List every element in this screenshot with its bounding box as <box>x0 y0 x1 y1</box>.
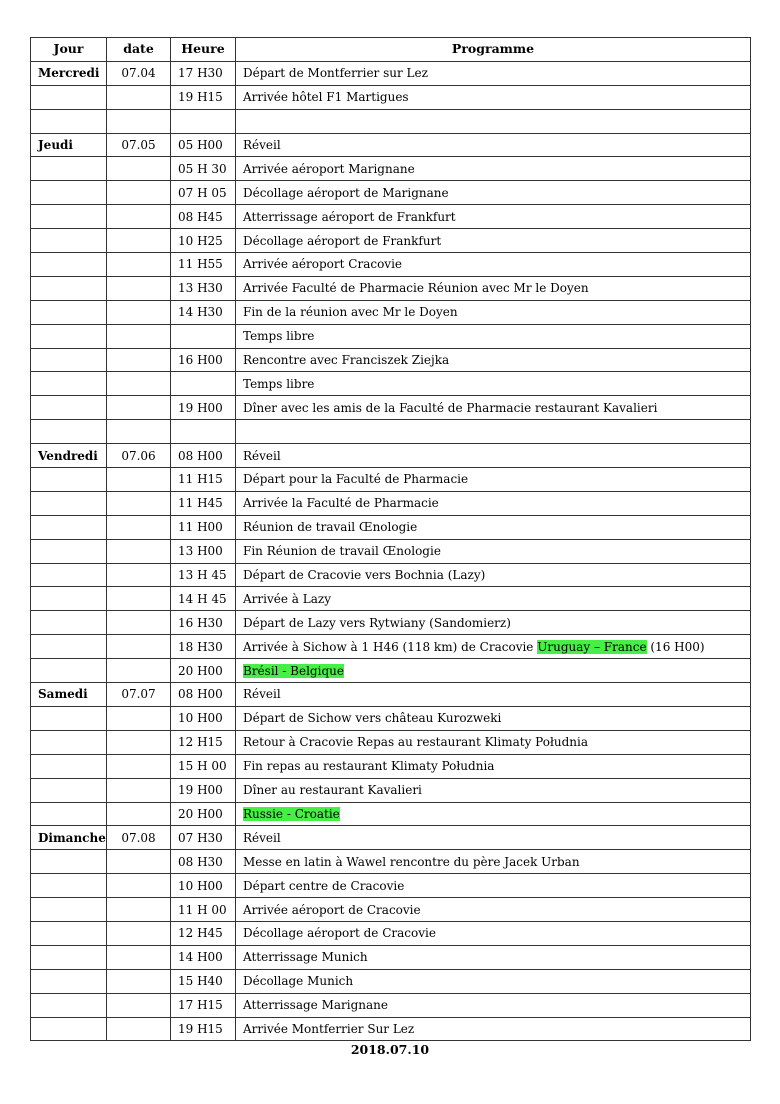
cell-jour <box>31 348 107 372</box>
cell-programme <box>236 969 751 993</box>
programme-text: Arrivée aéroport Marignane <box>243 161 415 176</box>
table-row <box>31 706 751 730</box>
table-row <box>31 850 751 874</box>
table-body <box>31 61 751 1041</box>
programme-text: Dîner avec les amis de la Faculté de Pharmacie restaurant Kavalieri <box>243 400 658 415</box>
cell-programme <box>236 324 751 348</box>
cell-programme <box>236 491 751 515</box>
cell-programme <box>236 372 751 396</box>
cell-heure: 13 H00 <box>171 539 236 563</box>
cell-heure: 08 H00 <box>171 683 236 707</box>
schedule-table <box>30 37 751 1041</box>
cell-heure: 14 H30 <box>171 300 236 324</box>
programme-text: Temps libre <box>243 376 315 391</box>
cell-date <box>107 993 171 1017</box>
cell-jour <box>31 109 107 133</box>
cell-jour <box>31 420 107 444</box>
cell-programme <box>236 993 751 1017</box>
cell-jour <box>31 969 107 993</box>
cell-jour <box>31 491 107 515</box>
cell-date <box>107 420 171 444</box>
cell-date <box>107 300 171 324</box>
cell-heure: 08 H00 <box>171 444 236 468</box>
table-row <box>31 205 751 229</box>
programme-text: Réveil <box>243 687 281 702</box>
cell-jour: Jeudi <box>31 133 107 157</box>
table-row <box>31 491 751 515</box>
cell-heure: 20 H00 <box>171 802 236 826</box>
programme-text: Arrivée hôtel F1 Martigues <box>243 90 409 105</box>
cell-date <box>107 253 171 277</box>
cell-programme <box>236 683 751 707</box>
programme-text: Départ de Cracovie vers Bochnia (Lazy) <box>243 568 486 583</box>
cell-jour <box>31 515 107 539</box>
cell-jour <box>31 921 107 945</box>
cell-heure: 16 H00 <box>171 348 236 372</box>
programme-text: Arrivée aéroport de Cracovie <box>243 902 421 917</box>
cell-jour <box>31 181 107 205</box>
cell-date <box>107 730 171 754</box>
cell-jour <box>31 300 107 324</box>
cell-date <box>107 515 171 539</box>
cell-programme <box>236 444 751 468</box>
table-row <box>31 659 751 683</box>
cell-programme <box>236 229 751 253</box>
cell-heure: 17 H30 <box>171 61 236 85</box>
programme-text: Atterrissage aéroport de Frankfurt <box>243 209 456 224</box>
table-header <box>31 38 751 62</box>
cell-heure: 05 H 30 <box>171 157 236 181</box>
cell-programme <box>236 61 751 85</box>
table-row <box>31 61 751 85</box>
table-row <box>31 539 751 563</box>
cell-date <box>107 945 171 969</box>
table-row <box>31 444 751 468</box>
table-row <box>31 587 751 611</box>
table-row <box>31 635 751 659</box>
cell-heure: 10 H00 <box>171 874 236 898</box>
programme-text: Messe en latin à Wawel rencontre du père Jacek Urban <box>243 854 580 869</box>
programme-text: Dîner au restaurant Kavalieri <box>243 783 422 798</box>
cell-jour <box>31 229 107 253</box>
cell-programme <box>236 157 751 181</box>
cell-programme <box>236 635 751 659</box>
cell-jour <box>31 778 107 802</box>
cell-jour <box>31 253 107 277</box>
cell-date <box>107 348 171 372</box>
table-row <box>31 229 751 253</box>
cell-programme <box>236 921 751 945</box>
cell-date <box>107 898 171 922</box>
cell-programme <box>236 587 751 611</box>
cell-programme <box>236 611 751 635</box>
cell-heure: 19 H15 <box>171 85 236 109</box>
cell-heure: 12 H45 <box>171 921 236 945</box>
table-row <box>31 683 751 707</box>
programme-text: Arrivée Faculté de Pharmacie Réunion avec Mr le Doyen <box>243 281 589 296</box>
cell-jour: Vendredi <box>31 444 107 468</box>
cell-heure: 11 H55 <box>171 253 236 277</box>
cell-date <box>107 611 171 635</box>
header-programme: Programme <box>236 38 751 62</box>
programme-text: Atterrissage Munich <box>243 950 368 965</box>
cell-jour <box>31 850 107 874</box>
cell-date <box>107 635 171 659</box>
cell-date <box>107 802 171 826</box>
cell-programme <box>236 563 751 587</box>
cell-heure: 07 H 05 <box>171 181 236 205</box>
cell-programme <box>236 945 751 969</box>
cell-programme <box>236 898 751 922</box>
cell-jour <box>31 324 107 348</box>
cell-heure: 16 H30 <box>171 611 236 635</box>
highlighted-text: Brésil - Belgique <box>243 663 344 678</box>
cell-jour <box>31 587 107 611</box>
table-row <box>31 969 751 993</box>
table-row <box>31 253 751 277</box>
table-row <box>31 754 751 778</box>
programme-text: (16 H00) <box>646 639 705 654</box>
cell-heure: 15 H40 <box>171 969 236 993</box>
programme-text: Arrivée la Faculté de Pharmacie <box>243 496 439 511</box>
table-row <box>31 348 751 372</box>
cell-programme <box>236 754 751 778</box>
cell-programme <box>236 850 751 874</box>
cell-heure: 08 H45 <box>171 205 236 229</box>
cell-heure: 18 H30 <box>171 635 236 659</box>
cell-date <box>107 754 171 778</box>
programme-text: Fin de la réunion avec Mr le Doyen <box>243 305 458 320</box>
cell-jour <box>31 802 107 826</box>
cell-jour <box>31 396 107 420</box>
programme-text: Retour à Cracovie Repas au restaurant Klimaty Południa <box>243 735 589 750</box>
programme-text: Réveil <box>243 448 281 463</box>
cell-heure: 19 H00 <box>171 396 236 420</box>
programme-text: Décollage aéroport de Frankfurt <box>243 233 442 248</box>
cell-programme <box>236 348 751 372</box>
cell-jour <box>31 372 107 396</box>
header-heure: Heure <box>171 38 236 62</box>
programme-text: Départ pour la Faculté de Pharmacie <box>243 472 469 487</box>
programme-text: Départ de Lazy vers Rytwiany (Sandomierz) <box>243 615 511 630</box>
cell-jour <box>31 659 107 683</box>
cell-heure: 19 H00 <box>171 778 236 802</box>
cell-programme <box>236 276 751 300</box>
table-row <box>31 993 751 1017</box>
cell-date <box>107 229 171 253</box>
cell-heure <box>171 420 236 444</box>
cell-jour <box>31 85 107 109</box>
cell-date: 07.07 <box>107 683 171 707</box>
cell-heure: 14 H 45 <box>171 587 236 611</box>
cell-programme <box>236 420 751 444</box>
header-jour: Jour <box>31 38 107 62</box>
table-row <box>31 874 751 898</box>
cell-jour <box>31 611 107 635</box>
cell-heure <box>171 109 236 133</box>
cell-date <box>107 850 171 874</box>
table-row <box>31 276 751 300</box>
cell-jour <box>31 205 107 229</box>
programme-text: Temps libre <box>243 329 315 344</box>
table-row <box>31 826 751 850</box>
programme-text: Réveil <box>243 138 281 152</box>
cell-heure: 17 H15 <box>171 993 236 1017</box>
cell-programme <box>236 802 751 826</box>
cell-jour <box>31 635 107 659</box>
table-row <box>31 133 751 157</box>
cell-date <box>107 109 171 133</box>
highlighted-text: Russie - Croatie <box>243 806 340 821</box>
cell-heure: 20 H00 <box>171 659 236 683</box>
table-row <box>31 730 751 754</box>
cell-jour <box>31 945 107 969</box>
cell-heure: 10 H00 <box>171 706 236 730</box>
cell-heure: 11 H00 <box>171 515 236 539</box>
cell-date <box>107 276 171 300</box>
cell-heure: 05 H00 <box>171 133 236 157</box>
table-row <box>31 1017 751 1041</box>
programme-text: Décollage Munich <box>243 974 354 989</box>
programme-text: Atterrissage Marignane <box>243 998 388 1013</box>
cell-programme <box>236 539 751 563</box>
cell-heure: 19 H15 <box>171 1017 236 1041</box>
cell-date: 07.04 <box>107 61 171 85</box>
cell-programme <box>236 826 751 850</box>
programme-text: Rencontre avec Franciszek Ziejka <box>243 353 450 368</box>
table-row <box>31 396 751 420</box>
cell-date <box>107 396 171 420</box>
header-date: date <box>107 38 171 62</box>
cell-heure: 12 H15 <box>171 730 236 754</box>
cell-date <box>107 181 171 205</box>
table-row <box>31 898 751 922</box>
cell-programme <box>236 730 751 754</box>
cell-jour <box>31 276 107 300</box>
table-row <box>31 515 751 539</box>
cell-heure: 13 H 45 <box>171 563 236 587</box>
cell-date <box>107 969 171 993</box>
table-row <box>31 802 751 826</box>
cell-jour <box>31 468 107 492</box>
cell-date <box>107 157 171 181</box>
cell-date <box>107 659 171 683</box>
cell-date <box>107 778 171 802</box>
cell-heure: 11 H 00 <box>171 898 236 922</box>
cell-date <box>107 563 171 587</box>
programme-text: Arrivée aéroport Cracovie <box>243 257 403 272</box>
table-row <box>31 945 751 969</box>
cell-date <box>107 1017 171 1041</box>
cell-heure <box>171 324 236 348</box>
table-row <box>31 324 751 348</box>
cell-date <box>107 324 171 348</box>
cell-date: 07.06 <box>107 444 171 468</box>
table-row <box>31 778 751 802</box>
cell-date <box>107 539 171 563</box>
cell-jour <box>31 157 107 181</box>
cell-programme <box>236 1017 751 1041</box>
programme-text: Fin Réunion de travail Œnologie <box>243 544 441 559</box>
cell-programme <box>236 181 751 205</box>
programme-text: Réveil <box>243 830 281 845</box>
cell-programme <box>236 468 751 492</box>
cell-date <box>107 372 171 396</box>
cell-programme <box>236 300 751 324</box>
header-row <box>31 38 751 62</box>
cell-jour <box>31 754 107 778</box>
cell-jour <box>31 730 107 754</box>
table-row <box>31 109 751 133</box>
cell-date: 07.08 <box>107 826 171 850</box>
cell-heure: 11 H15 <box>171 468 236 492</box>
cell-programme <box>236 85 751 109</box>
cell-heure: 10 H25 <box>171 229 236 253</box>
cell-jour <box>31 563 107 587</box>
cell-jour <box>31 1017 107 1041</box>
table-row <box>31 157 751 181</box>
cell-programme <box>236 515 751 539</box>
cell-jour <box>31 706 107 730</box>
cell-date <box>107 491 171 515</box>
cell-heure: 07 H30 <box>171 826 236 850</box>
document-date: 2018.07.10 <box>350 1042 430 1057</box>
programme-text: Arrivée Montferrier Sur Lez <box>243 1021 415 1036</box>
cell-date <box>107 205 171 229</box>
table-row <box>31 85 751 109</box>
table-row <box>31 563 751 587</box>
table-row <box>31 468 751 492</box>
programme-text: Arrivée à Sichow à 1 H46 (118 km) de Cracovie <box>243 639 538 654</box>
table-row <box>31 181 751 205</box>
highlighted-text: Uruguay – France <box>537 639 647 654</box>
cell-date <box>107 85 171 109</box>
cell-jour <box>31 539 107 563</box>
cell-programme <box>236 874 751 898</box>
programme-text: Fin repas au restaurant Klimaty Południa <box>243 759 495 774</box>
programme-text: Décollage aéroport de Cracovie <box>243 926 436 941</box>
table-row <box>31 921 751 945</box>
cell-date <box>107 587 171 611</box>
cell-heure: 14 H00 <box>171 945 236 969</box>
cell-date <box>107 468 171 492</box>
cell-heure: 13 H30 <box>171 276 236 300</box>
cell-jour <box>31 993 107 1017</box>
programme-text: Départ de Montferrier sur Lez <box>243 66 428 81</box>
cell-date <box>107 874 171 898</box>
cell-date: 07.05 <box>107 133 171 157</box>
cell-jour: Dimanche <box>31 826 107 850</box>
cell-programme <box>236 396 751 420</box>
cell-jour: Mercredi <box>31 61 107 85</box>
cell-programme <box>236 659 751 683</box>
cell-jour: Samedi <box>31 683 107 707</box>
programme-text: Arrivée à Lazy <box>243 591 331 606</box>
table-row <box>31 300 751 324</box>
cell-programme <box>236 778 751 802</box>
cell-date <box>107 706 171 730</box>
cell-programme <box>236 133 751 157</box>
cell-jour <box>31 898 107 922</box>
table-row <box>31 420 751 444</box>
table-row <box>31 611 751 635</box>
cell-heure: 08 H30 <box>171 850 236 874</box>
programme-text: Décollage aéroport de Marignane <box>243 185 449 200</box>
cell-programme <box>236 706 751 730</box>
cell-jour <box>31 874 107 898</box>
cell-date <box>107 921 171 945</box>
cell-programme <box>236 109 751 133</box>
programme-text: Réunion de travail Œnologie <box>243 520 418 535</box>
table-row <box>31 372 751 396</box>
cell-heure: 15 H 00 <box>171 754 236 778</box>
cell-programme <box>236 205 751 229</box>
cell-heure <box>171 372 236 396</box>
programme-text: Départ centre de Cracovie <box>243 878 405 893</box>
programme-text: Départ de Sichow vers château Kurozweki <box>243 711 502 726</box>
cell-heure: 11 H45 <box>171 491 236 515</box>
cell-programme <box>236 253 751 277</box>
